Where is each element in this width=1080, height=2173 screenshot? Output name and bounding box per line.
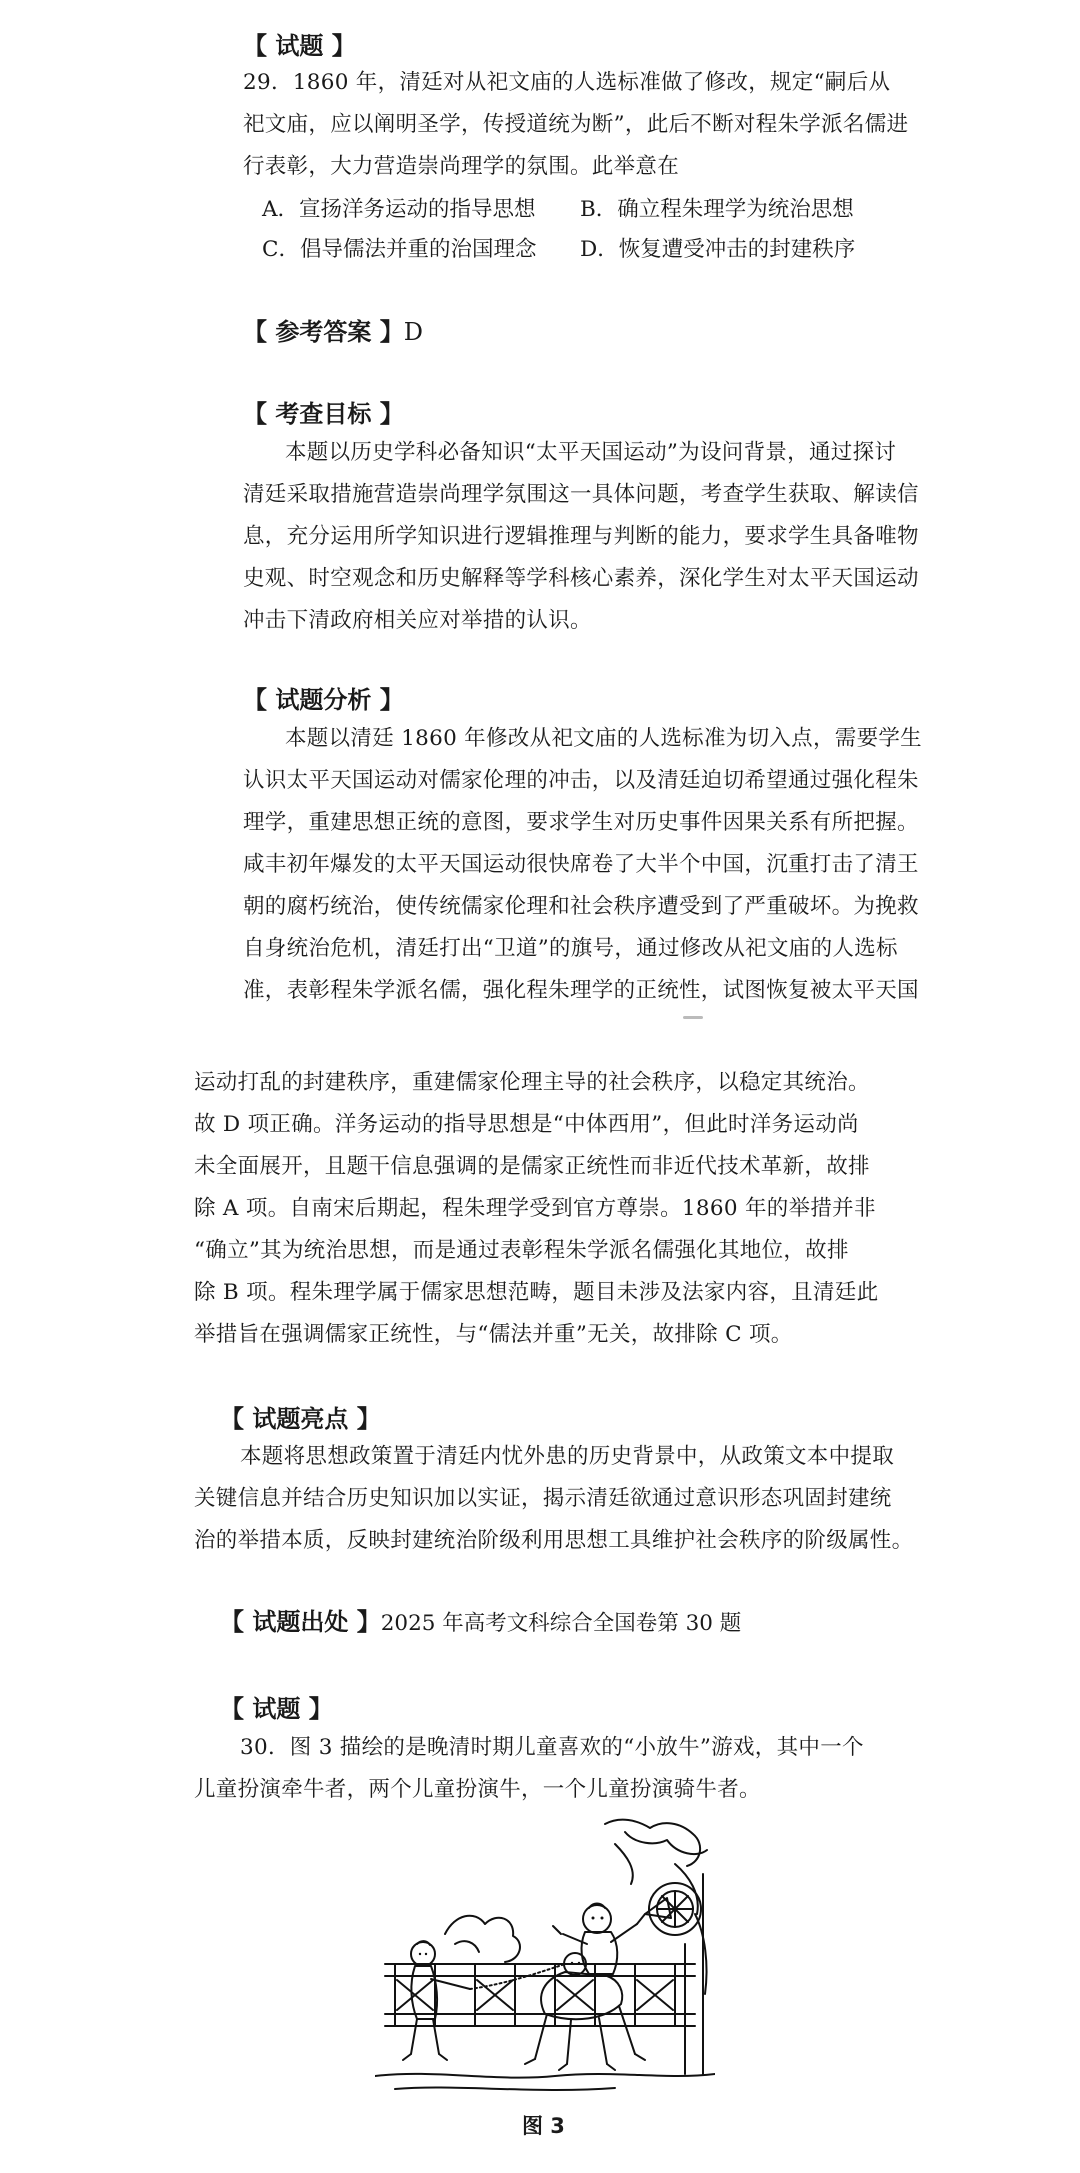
- analysis-line: 除 B 项。程朱理学属于儒家思想范畴，题目未涉及法家内容，且清廷此: [194, 1280, 879, 1305]
- highlight-line: 治的举措本质，反映封建统治阶级利用思想工具维护社会秩序的阶级属性。: [194, 1528, 914, 1553]
- analysis-line: 认识太平天国运动对儒家伦理的冲击，以及清廷迫切希望通过强化程朱: [243, 768, 919, 793]
- analysis-line: 朝的腐朽统治，使传统儒家伦理和社会秩序遭受到了严重破坏。为挽救: [243, 894, 919, 919]
- analysis-line: 自身统治危机，清廷打出“卫道”的旗号，通过修改从祀文庙的人选标: [243, 936, 898, 961]
- objective-body: [243, 432, 919, 642]
- highlight-heading: 【 试题亮点 】: [220, 1405, 381, 1433]
- source-row: [220, 1605, 741, 1641]
- analysis-line: 咸丰初年爆发的太平天国运动很快席卷了大半个中国，沉重打击了清王: [243, 852, 919, 877]
- analysis-body-part2: [194, 1062, 878, 1356]
- analysis-line: 理学，重建思想正统的意图，要求学生对历史事件因果关系有所把握。: [243, 810, 919, 835]
- analysis-line: 未全面展开，且题干信息强调的是儒家正统性而非近代技术革新，故排: [194, 1154, 870, 1179]
- analysis-line: 除 A 项。自南宋后期起，程朱理学受到官方尊崇。1860 年的举措并非: [194, 1196, 876, 1221]
- scan-smudge: [683, 1016, 703, 1019]
- analysis-body-part1: [243, 718, 922, 1012]
- q29-stem-line: 29．1860 年，清廷对从祀文庙的人选标准做了修改，规定“嗣后从: [243, 70, 891, 95]
- answer-value: D: [403, 318, 423, 346]
- q29-stem-line: 祀文庙，应以阐明圣学，传授道统为断”，此后不断对程朱学派名儒进: [243, 112, 909, 137]
- q29-option-c: C．倡导儒法并重的治国理念: [262, 237, 537, 262]
- figure-3-illustration: [375, 1814, 715, 2104]
- figure-3-caption: 图 3: [522, 2114, 565, 2138]
- objective-line: 息，充分运用所学知识进行逻辑推理与判断的能力，要求学生具备唯物: [243, 524, 919, 549]
- q29-option-a: A．宣扬洋务运动的指导思想: [262, 197, 536, 222]
- source-value: 2025 年高考文科综合全国卷第 30 题: [380, 1611, 742, 1636]
- q30-stem-line: 30．图 3 描绘的是晚清时期儿童喜欢的“小放牛”游戏，其中一个: [240, 1735, 864, 1760]
- highlight-line: 本题将思想政策置于清廷内忧外患的历史背景中，从政策文本中提取: [240, 1444, 895, 1469]
- objective-line: 本题以历史学科必备知识“太平天国运动”为设问背景，通过探讨: [285, 440, 897, 465]
- highlight-line: 关键信息并结合历史知识加以实证，揭示清廷欲通过意识形态巩固封建统: [194, 1486, 892, 1511]
- q30-heading: 【 试题 】: [220, 1695, 333, 1723]
- analysis-line: “确立”其为统治思想，而是通过表彰程朱学派名儒强化其地位，故排: [194, 1238, 849, 1263]
- objective-line: 冲击下清政府相关应对举措的认识。: [243, 608, 592, 633]
- analysis-line: 运动打乱的封建秩序，重建儒家伦理主导的社会秩序，以稳定其统治。: [194, 1070, 870, 1095]
- objective-line: 史观、时空观念和历史解释等学科核心素养，深化学生对太平天国运动: [243, 566, 919, 591]
- q29-option-b: B．确立程朱理学为统治思想: [580, 197, 854, 222]
- source-heading: 【 试题出处 】: [220, 1608, 381, 1636]
- q29-stem: [243, 62, 908, 188]
- objective-heading: 【 考查目标 】: [243, 400, 404, 428]
- analysis-line: 举措旨在强调儒家正统性，与“儒法并重”无关，故排除 C 项。: [194, 1322, 793, 1347]
- q30-stem-line: 儿童扮演牵牛者，两个儿童扮演牛，一个儿童扮演骑牛者。: [194, 1777, 761, 1802]
- q29-option-d: D．恢复遭受冲击的封建秩序: [580, 237, 856, 262]
- q29-option-row: [262, 190, 902, 230]
- analysis-line: 故 D 项正确。洋务运动的指导思想是“中体西用”，但此时洋务运动尚: [194, 1112, 859, 1137]
- q29-options: [262, 190, 902, 270]
- q29-stem-line: 行表彰，大力营造崇尚理学的氛围。此举意在: [243, 154, 680, 179]
- answer-heading: 【 参考答案 】: [243, 318, 404, 346]
- objective-line: 清廷采取措施营造崇尚理学氛围这一具体问题，考查学生获取、解读信: [243, 482, 919, 507]
- analysis-heading: 【 试题分析 】: [243, 686, 404, 714]
- analysis-line: 本题以清廷 1860 年修改从祀文庙的人选标准为切入点，需要学生: [285, 726, 922, 751]
- q29-heading: 【 试题 】: [243, 32, 356, 60]
- highlight-body: [194, 1436, 913, 1562]
- q30-stem: [194, 1727, 864, 1811]
- analysis-line: 准，表彰程朱学派名儒，强化程朱理学的正统性，试图恢复被太平天国: [243, 978, 919, 1003]
- answer-row: [243, 315, 423, 349]
- q29-option-row: [262, 230, 902, 270]
